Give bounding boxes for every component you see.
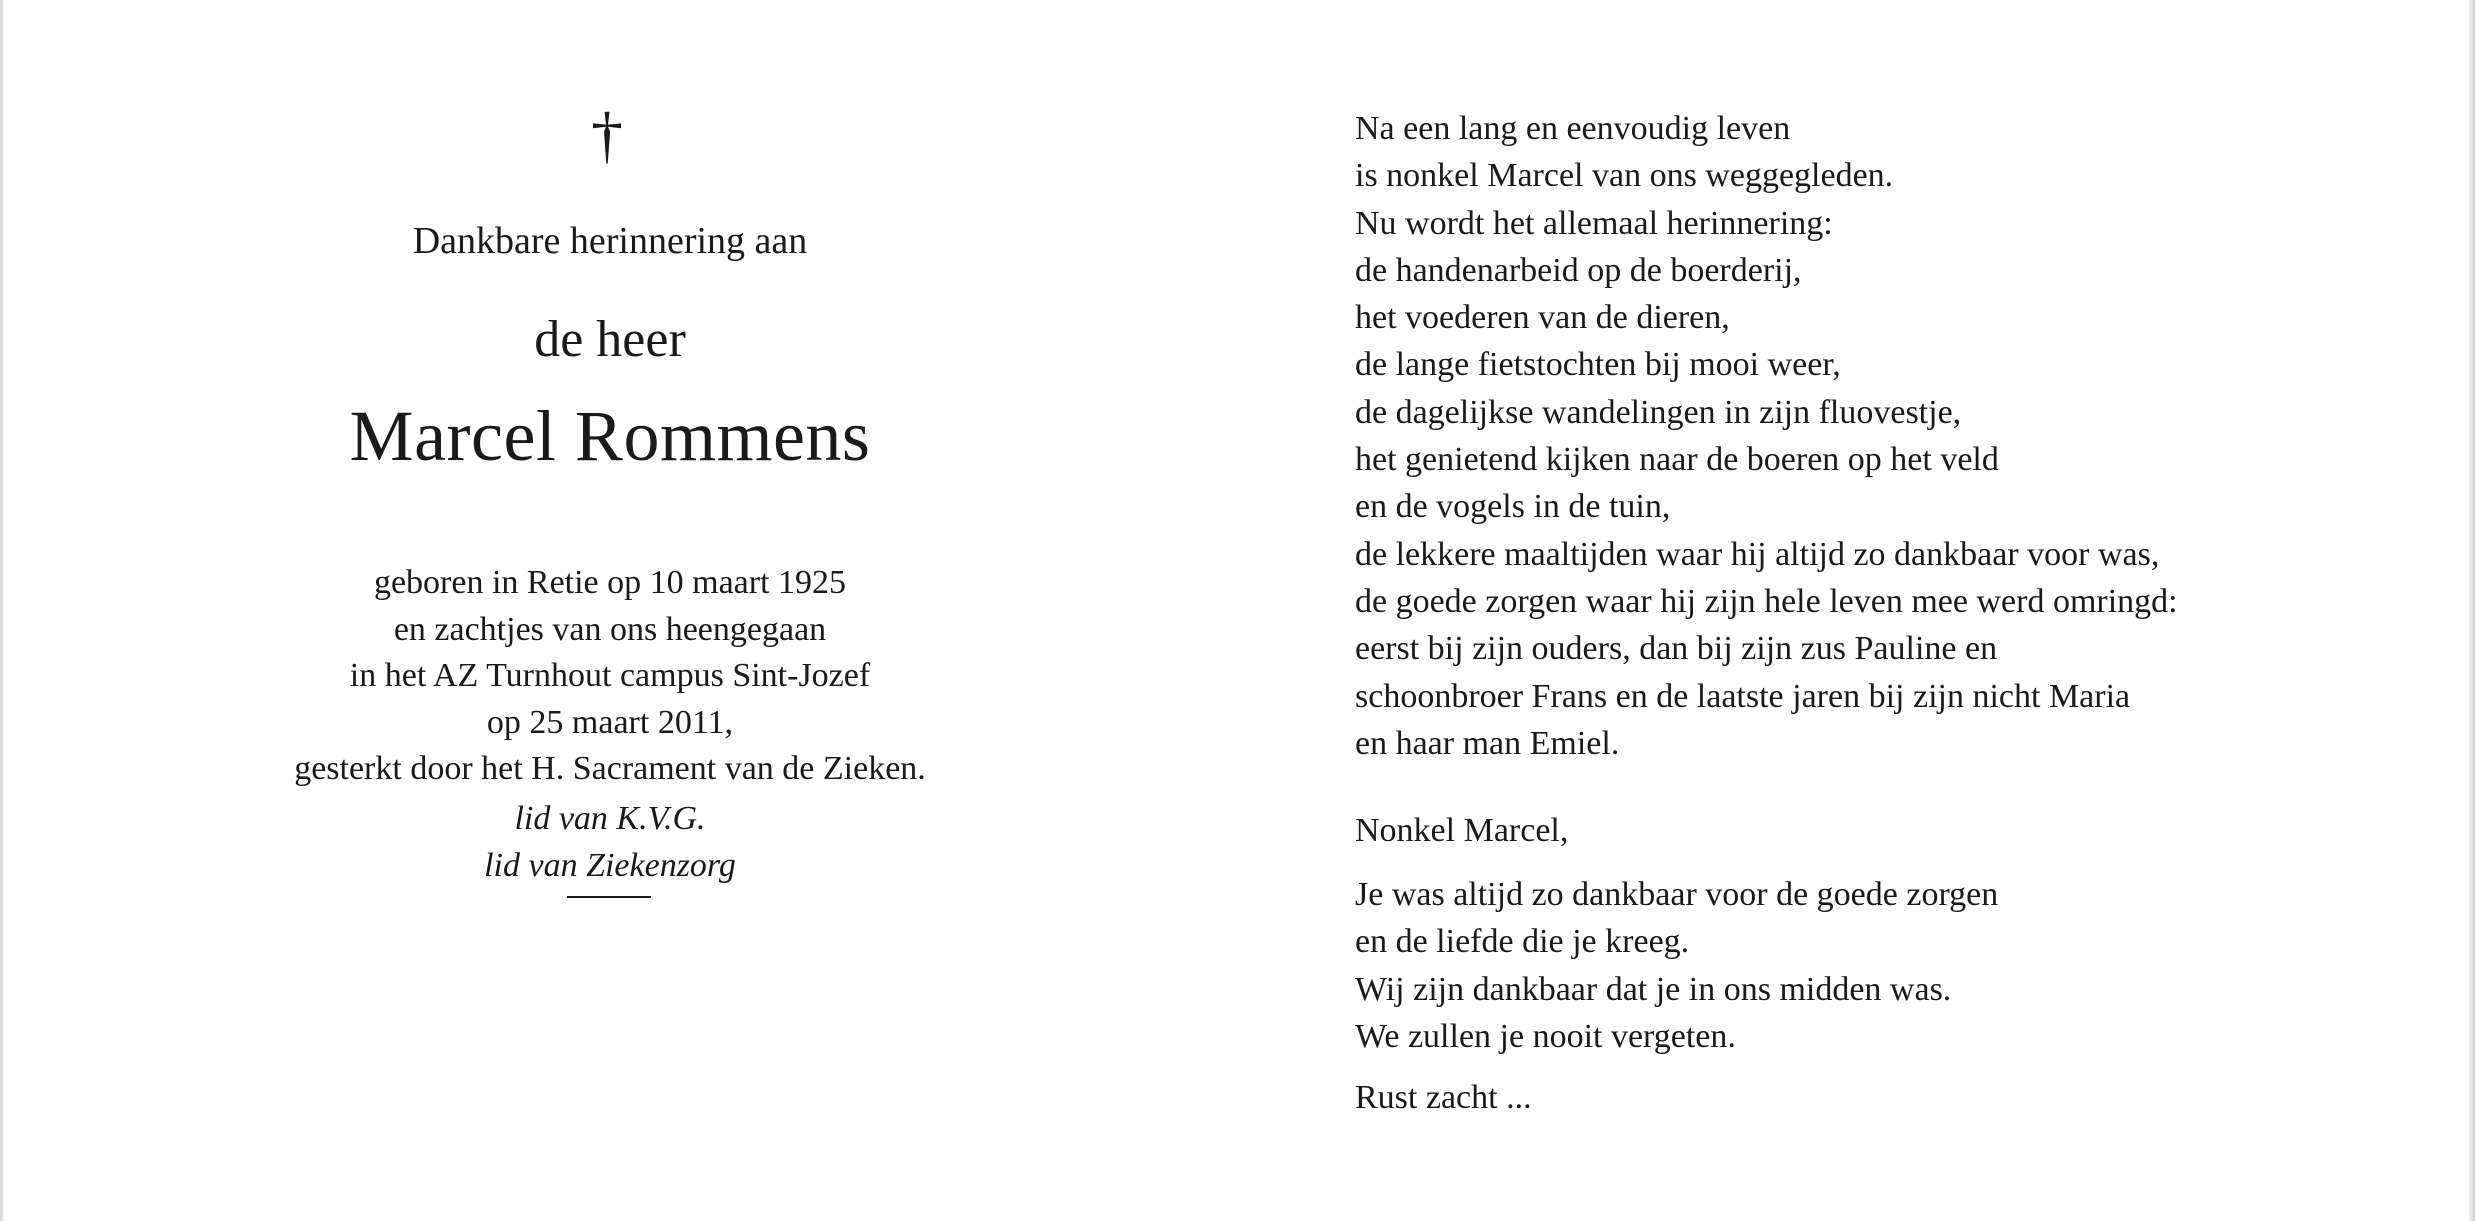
poem-line: de handenarbeid op de boerderij, <box>1355 251 1802 289</box>
cross-icon: † <box>591 99 623 170</box>
poem-line: de goede zorgen waar hij zijn hele leven mee werd omringd: <box>1355 582 2178 620</box>
sacrament-line: gesterkt door het H. Sacrament van de Zieken. <box>294 750 926 787</box>
message-line: Wij zijn dankbaar dat je in ons midden was. <box>1355 970 1952 1008</box>
salutation: Nonkel Marcel, <box>1355 812 1569 849</box>
memorial-poem <box>1355 105 2178 767</box>
poem-line: en haar man Emiel. <box>1355 724 1620 762</box>
personal-message <box>1355 871 1998 1060</box>
memorial-card-right-panel <box>1355 0 2415 1221</box>
poem-line: Nu wordt het allemaal herinnering: <box>1355 204 1833 242</box>
life-details <box>0 560 1220 793</box>
poem-line: Na een lang en eenvoudig leven <box>1355 110 1791 147</box>
message-line: Je was altijd zo dankbaar voor de goede zorgen <box>1355 876 1999 913</box>
poem-line: is nonkel Marcel van ons weggegleden. <box>1355 157 1894 195</box>
membership-item: lid van Ziekenzorg <box>484 847 736 884</box>
message-line: We zullen je nooit vergeten. <box>1355 1017 1736 1055</box>
birth-line: geboren in Retie op 10 maart 1925 <box>373 564 847 601</box>
poem-line: schoonbroer Frans en de laatste jaren bij zijn nicht Maria <box>1355 677 2131 715</box>
death-date-line: op 25 maart 2011, <box>486 703 734 741</box>
closing-line: Rust zacht ... <box>1355 1079 1532 1116</box>
poem-line: de lange fietstochten bij mooi weer, <box>1355 346 1841 384</box>
intro-text: Dankbare herinnering aan <box>412 220 808 262</box>
honorific-title: de heer <box>534 311 686 368</box>
poem-line: en de vogels in de tuin, <box>1355 488 1671 526</box>
poem-line: het voederen van de dieren, <box>1355 299 1730 337</box>
right-scan-edge <box>2469 0 2475 1221</box>
place-line: in het AZ Turnhout campus Sint-Jozef <box>349 657 871 694</box>
poem-line: de lekkere maaltijden waar hij altijd zo dankbaar voor was, <box>1355 535 2160 573</box>
divider-rule <box>567 896 651 898</box>
deceased-name: Marcel Rommens <box>349 396 871 476</box>
poem-line: eerst bij zijn ouders, dan bij zijn zus Pauline en <box>1355 630 1998 668</box>
membership-item: lid van K.V.G. <box>514 800 706 837</box>
memberships <box>0 795 1220 889</box>
poem-line: het genietend kijken naar de boeren op het veld <box>1355 441 1999 479</box>
message-line: en de liefde die je kreeg. <box>1355 923 1690 961</box>
memorial-card-left-panel <box>0 0 1220 1221</box>
poem-line: de dagelijkse wandelingen in zijn fluovestje, <box>1355 393 1962 431</box>
passing-line: en zachtjes van ons heengegaan <box>393 610 827 648</box>
